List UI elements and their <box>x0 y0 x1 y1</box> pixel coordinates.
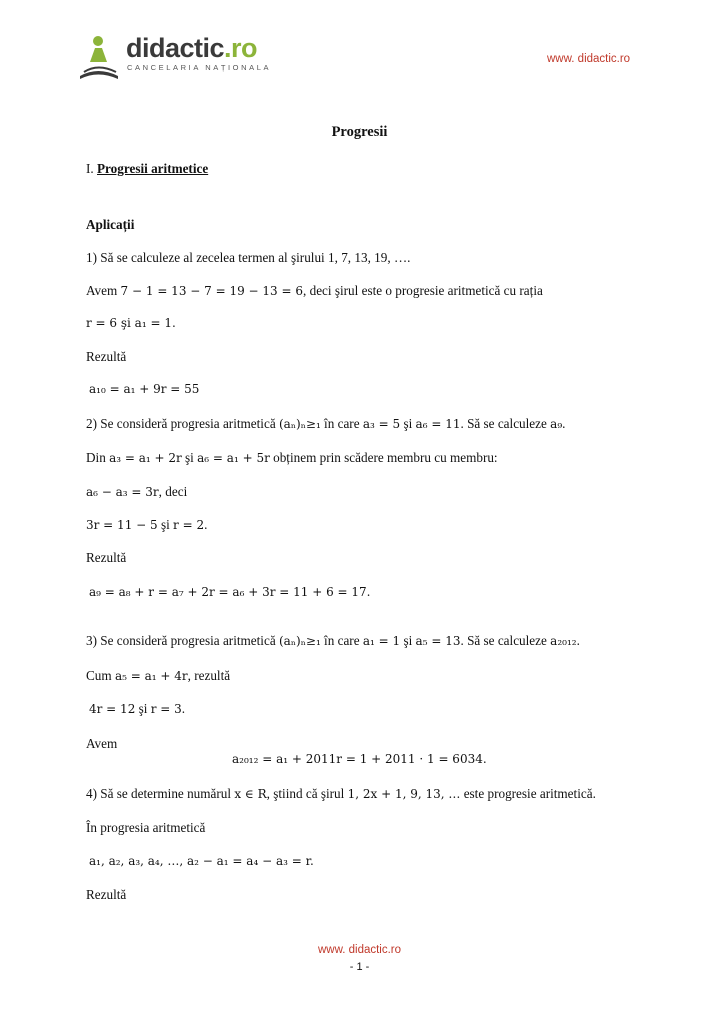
logo-book-icon <box>80 36 118 79</box>
line-20: Rezultă <box>86 887 127 902</box>
line-6: 2) Se consideră progresia aritmetică (aₙ)ₙ≥₁ în care a₃ = 5 şi a₆ = 11. Să se calculeze a₉. <box>86 416 566 431</box>
subsection-heading: Aplicații <box>86 217 135 232</box>
line-17: 4) Să se determine numărul x ∈ R, ştiind că şirul 1, 2x + 1, 9, 13, … este progresie aritmetică. <box>86 786 596 801</box>
line-10: Rezultă <box>86 550 127 565</box>
line-2: Avem 7 − 1 = 13 − 7 = 19 − 13 = 6, deci şirul este o progresie aritmetică cu rația <box>86 283 543 298</box>
line-3: r = 6 şi a₁ = 1. <box>86 316 176 330</box>
line-9: 3r = 11 − 5 şi r = 2. <box>86 517 208 532</box>
line-12: 3) Se consideră progresia aritmetică (aₙ)ₙ≥₁ în care a₁ = 1 şi a₅ = 13. Să se calculeze a₂₀₁₂. <box>86 633 580 648</box>
line-16: a₂₀₁₂ = a₁ + 2011r = 1 + 2011 · 1 = 6034. <box>232 752 487 766</box>
section-heading <box>86 161 208 177</box>
line-8: a₆ − a₃ = 3r, deci <box>86 484 188 499</box>
header-url[interactable]: www. didactic.ro <box>547 53 631 65</box>
line-15: Avem <box>86 736 118 751</box>
line-18: În progresia aritmetică <box>86 820 206 835</box>
line-11: a₉ = a₈ + r = a₇ + 2r = a₆ + 3r = 11 + 6 = 17. <box>89 585 371 599</box>
logo-wordmark: didactic.ro <box>126 33 258 63</box>
footer-url[interactable]: www. didactic.ro <box>317 944 402 956</box>
line-5: a₁₀ = a₁ + 9r = 55 <box>89 382 200 396</box>
section-label: Progresii aritmetice <box>97 161 209 176</box>
line-13: Cum a₅ = a₁ + 4r, rezultă <box>86 668 231 683</box>
page-number: - 1 - <box>349 961 370 973</box>
line-7: Din a₃ = a₁ + 2r şi a₆ = a₁ + 5r obținem prin scădere membru cu membru: <box>86 450 498 465</box>
line-19: a₁, a₂, a₃, a₄, …, a₂ − a₁ = a₄ − a₃ = r. <box>89 854 314 868</box>
line-14: 4r = 12 şi r = 3. <box>89 701 186 716</box>
line-1: 1) Să se calculeze al zecelea termen al şirului 1, 7, 13, 19, …. <box>86 250 411 265</box>
page-title: Progresii <box>331 124 388 140</box>
section-number: I. <box>86 161 94 176</box>
line-4: Rezultă <box>86 349 127 364</box>
logo-tagline: CANCELARIA NAȚIONALA <box>127 63 272 72</box>
